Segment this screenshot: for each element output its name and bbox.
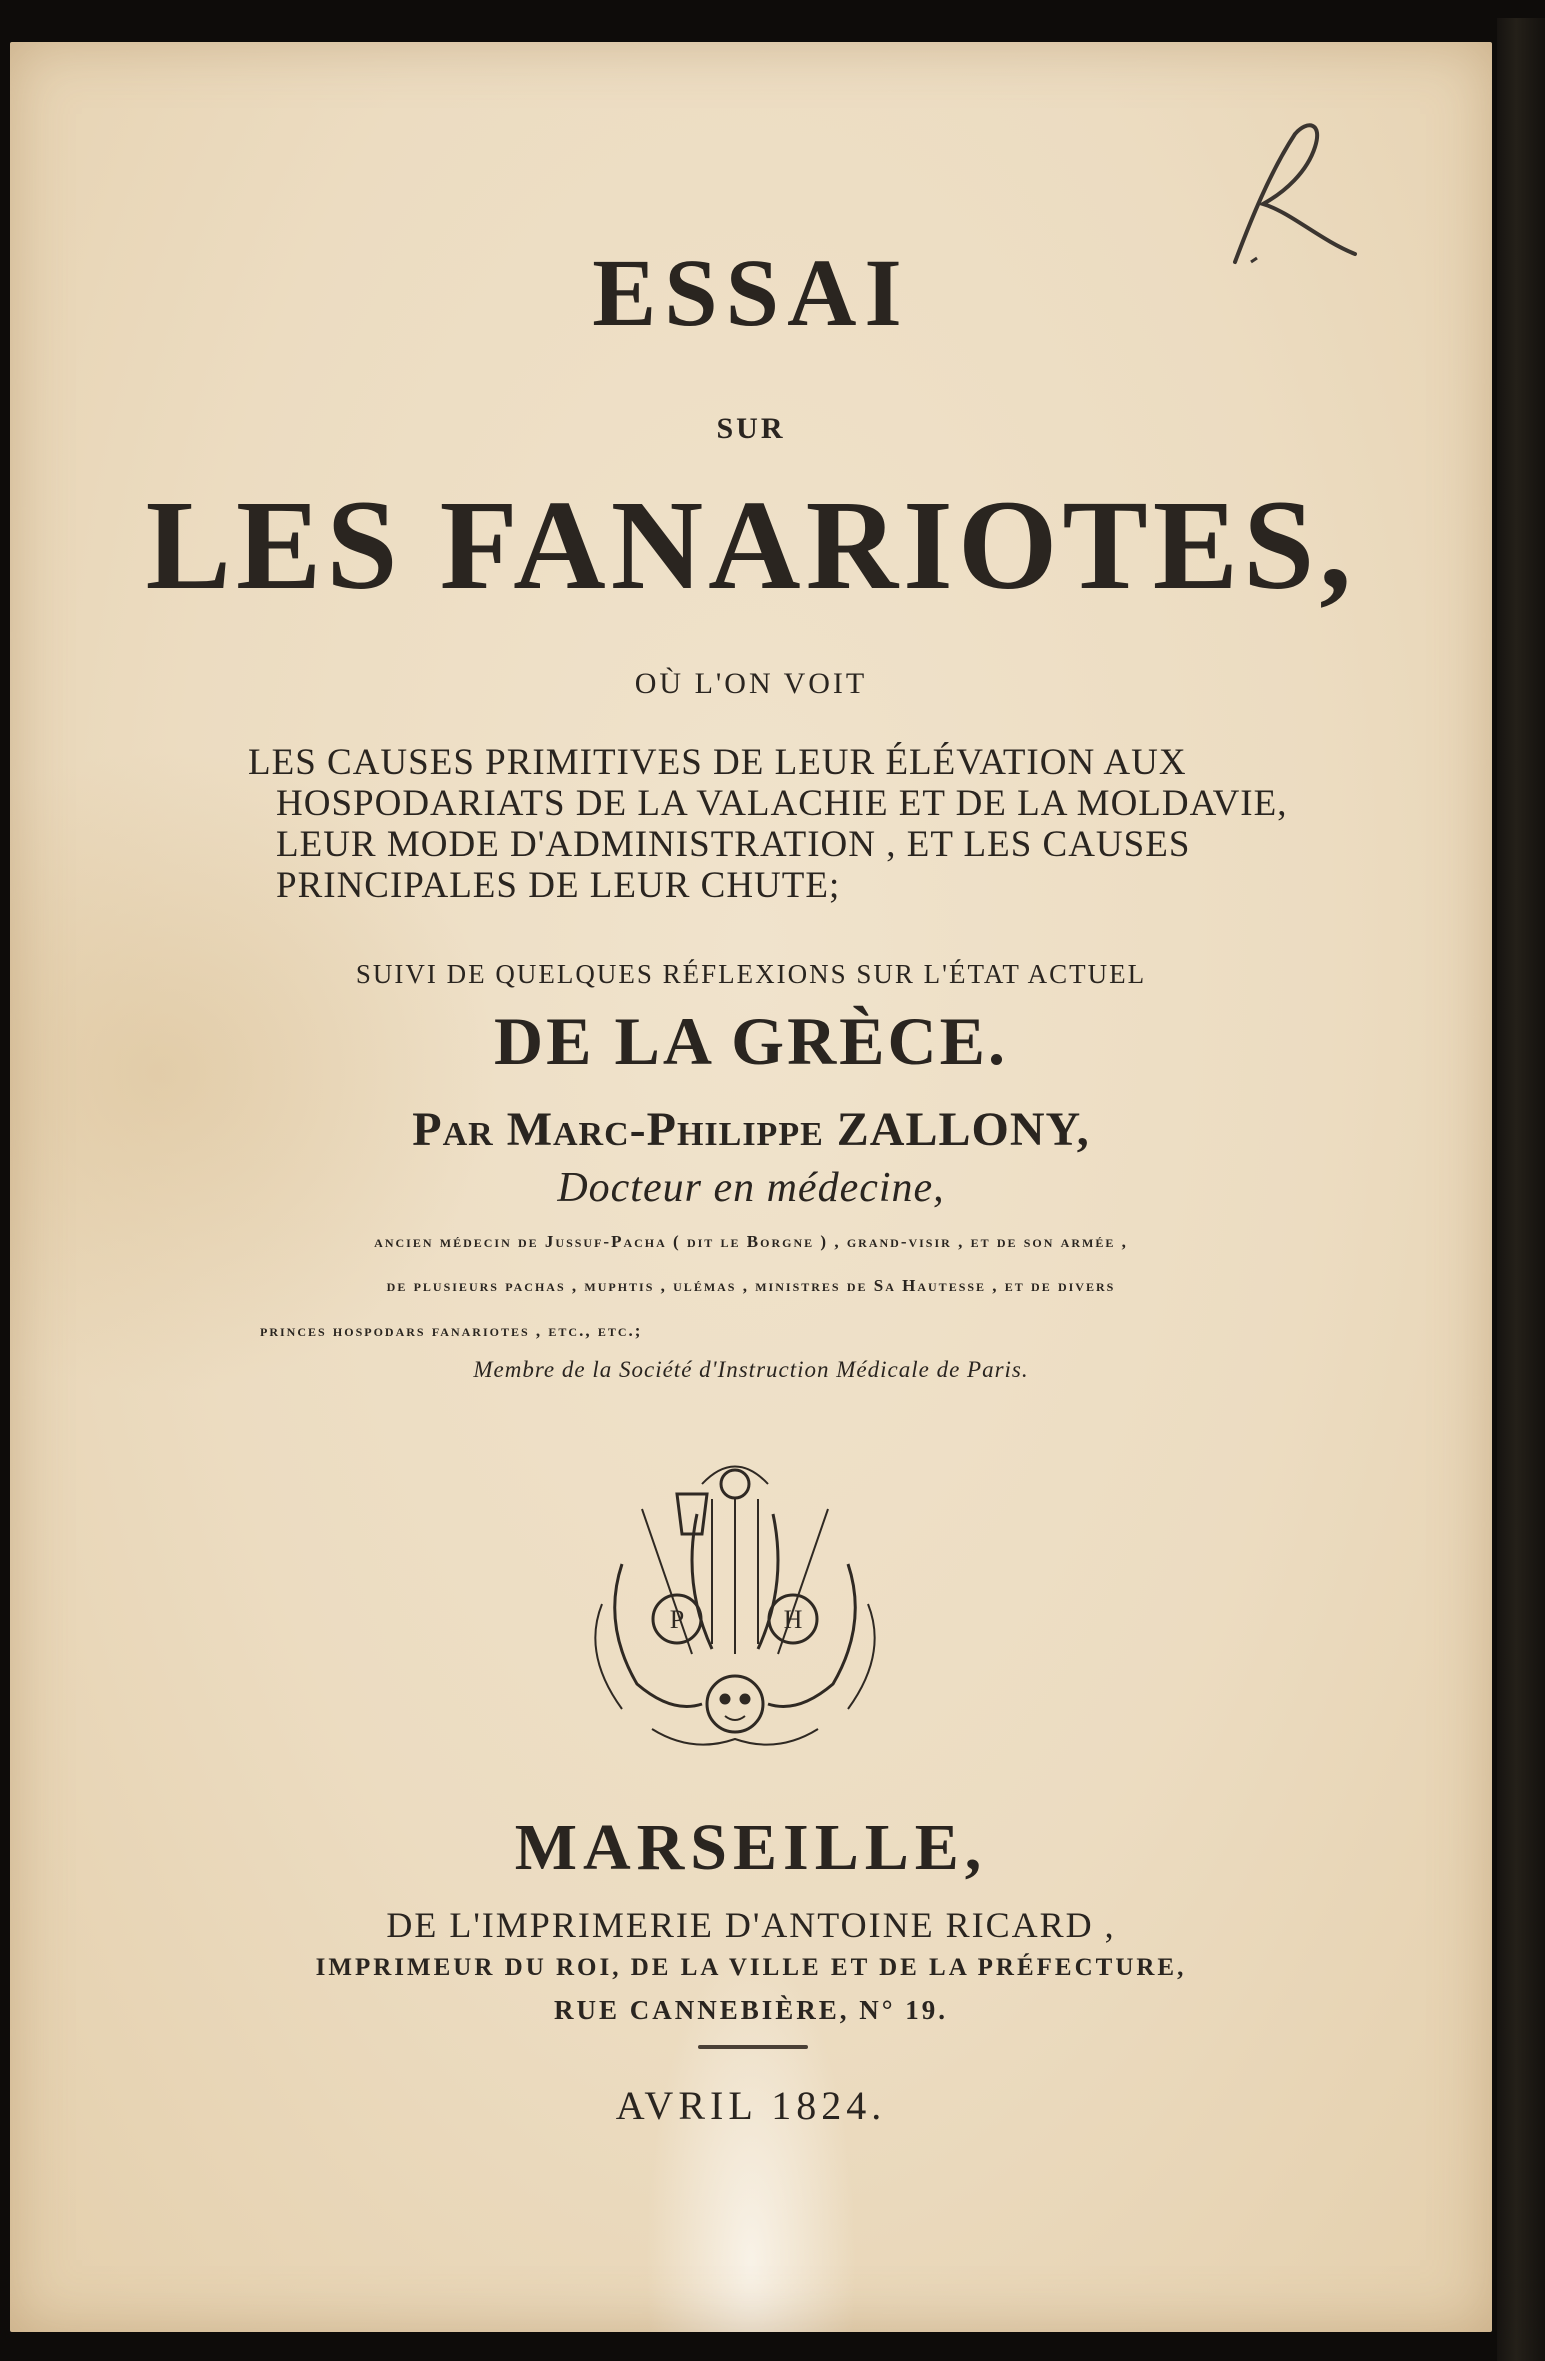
subtitle-ou: OÙ L'ON VOIT: [634, 667, 868, 700]
imprint-street: RUE CANNEBIÈRE, N° 19.: [553, 1995, 949, 2025]
title-page: [10, 42, 1492, 2332]
causes-line-1: LES CAUSES PRIMITIVES DE LEUR ÉLÉVATION AUX: [248, 742, 1187, 783]
emblem-medallion-left: P: [669, 1605, 685, 1634]
author-credentials-1: ancien médecin de Jussuf-Pacha ( dit le Borgne ) , grand-visir , et de son armée ,: [374, 1232, 1128, 1251]
causes-line-2: HOSPODARIATS DE LA VALACHIE ET DE LA MOLDAVIE,: [276, 783, 1288, 824]
subtitle-suivi: SUIVI DE QUELQUES RÉFLEXIONS SUR L'ÉTAT ACTUEL: [355, 959, 1147, 989]
subtitle-grece: DE LA GRÈCE.: [494, 1003, 1008, 1079]
subtitle-causes: [240, 742, 1288, 906]
title-essai: ESSAI: [592, 239, 910, 346]
imprint-date: AVRIL 1824.: [615, 2083, 887, 2128]
book-spine: [1497, 18, 1545, 2361]
divider-rule: [698, 2045, 808, 2049]
causes-line-4: PRINCIPALES DE LEUR CHUTE;: [276, 865, 841, 906]
author-credentials-2: de plusieurs pachas , muphtis , ulémas , ministres de Sa Hautesse , et de divers: [386, 1276, 1116, 1295]
causes-line-3: LEUR MODE D'ADMINISTRATION , ET LES CAUSES: [276, 824, 1191, 865]
imprint-city: MARSEILLE,: [514, 1811, 988, 1884]
lyre-emblem-icon: [582, 1454, 888, 1754]
emblem-medallion-right: H: [783, 1605, 803, 1634]
author-name: Par Marc-Philippe ZALLONY,: [412, 1103, 1090, 1156]
imprint-printer-title: IMPRIMEUR DU ROI, DE LA VILLE ET DE LA PRÉFECTURE,: [315, 1954, 1187, 1981]
main-title: LES FANARIOTES,: [145, 474, 1357, 616]
title-sur: SUR: [716, 412, 786, 445]
author-membership: Membre de la Société d'Instruction Médicale de Paris.: [473, 1357, 1029, 1382]
author-degree: Docteur en médecine,: [557, 1165, 945, 1211]
imprint-printer: DE L'IMPRIMERIE D'ANTOINE RICARD ,: [386, 1905, 1116, 1945]
author-credentials-3: princes hospodars fanariotes , etc., etc.;: [260, 1321, 643, 1340]
